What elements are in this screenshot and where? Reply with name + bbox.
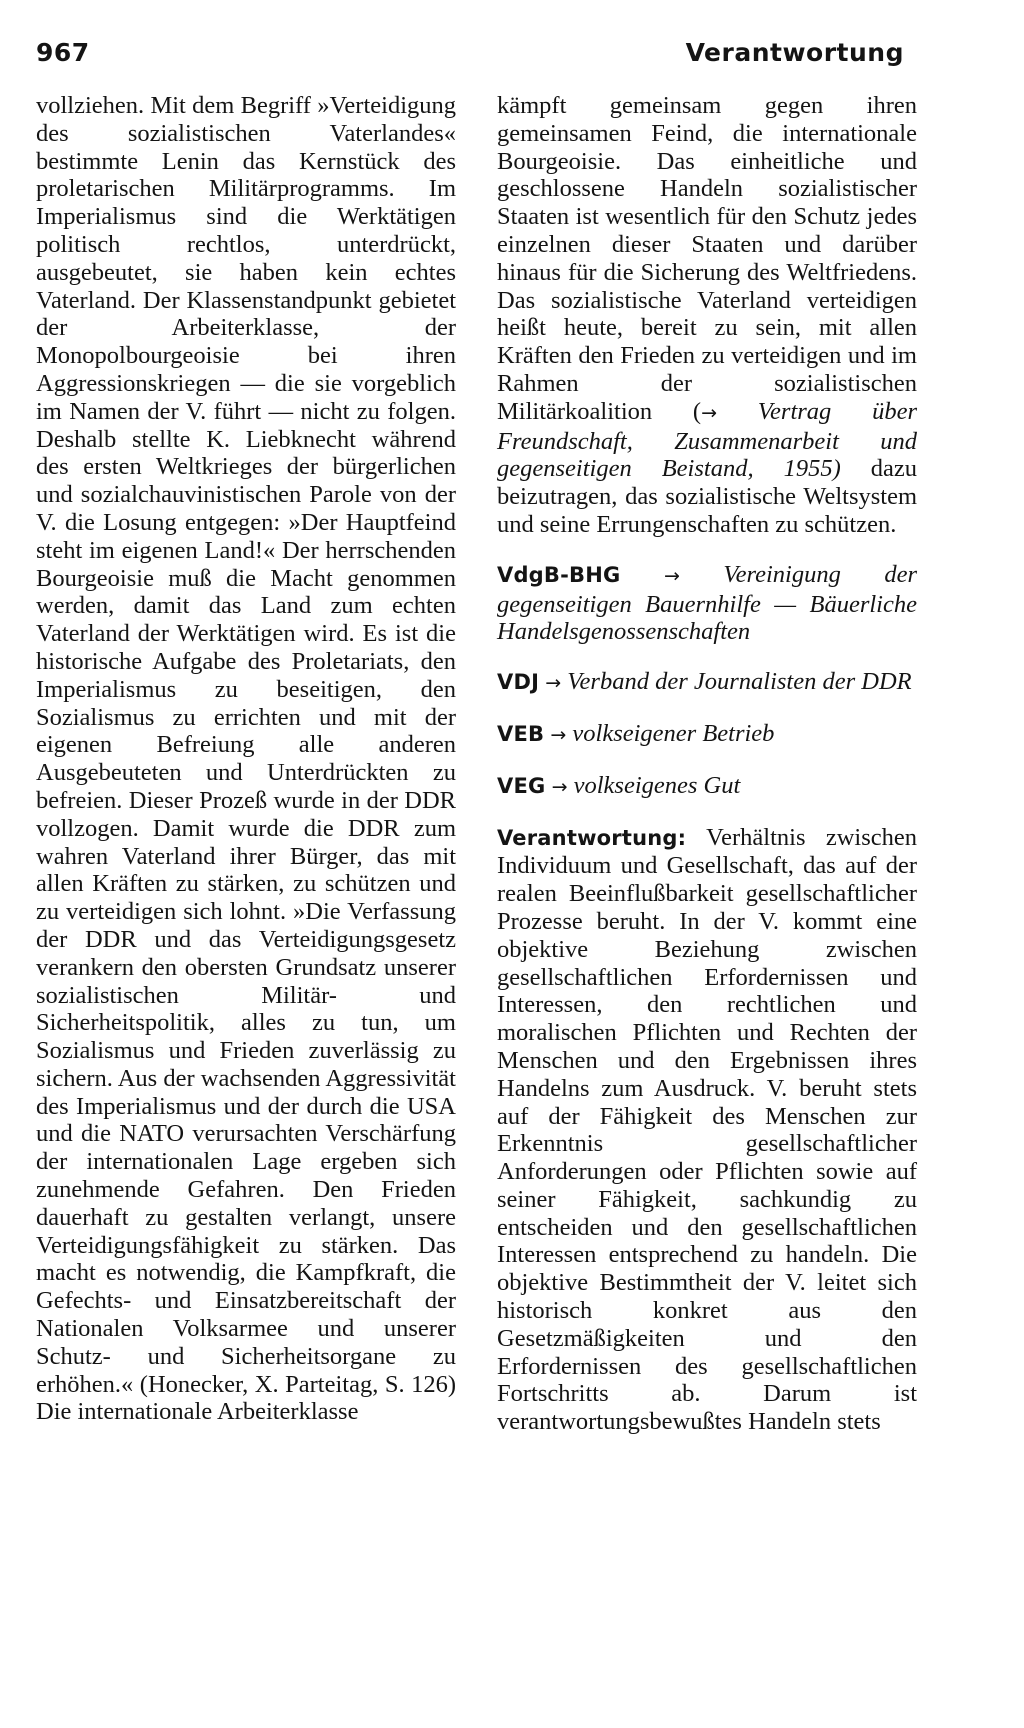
see-arrow-icon: →: [551, 775, 568, 798]
running-head: Verantwortung: [685, 38, 904, 67]
entry-veg: [497, 772, 917, 802]
entry-term: VEB: [497, 721, 545, 746]
entry-verantwortung: [497, 824, 917, 1437]
see-arrow-icon: →: [663, 564, 680, 587]
cross-reference[interactable]: Vertrag über Freundschaft, Zusammenarbeit und gegenseitigen Beistand, 1955): [497, 397, 917, 483]
see-arrow-icon: →: [545, 672, 562, 695]
cross-reference[interactable]: volkseigener Betrieb: [572, 719, 775, 747]
entry-term: VdgB-BHG: [497, 562, 621, 587]
see-arrow-icon: →: [701, 401, 718, 424]
cross-reference[interactable]: volkseigenes Gut: [573, 771, 741, 799]
see-arrow-icon: →: [550, 723, 567, 746]
left-column-text: vollziehen. Mit dem Begriff »Verteidigung des sozialistischen Vaterlandes« bestimmte Lenin das Kernstück des proletarischen Militärprogramms. Im Imperialismus sind die Werktätigen politisch rechtlos, unterdrückt, ausgebeutet, sie haben kein echtes Vaterland. Der Klassenstandpunkt gebietet der Arbeiterklasse, der Monopolbourgeoisie bei ihren Aggressionskriegen — die sie vorgeblich im Namen der V. führt — nicht zu folgen. Deshalb stellte K. Liebknecht während des ersten Weltkrieges der bürgerlichen und sozialchauvinistischen Parole von der V. die Losung entgegen: »Der Hauptfeind steht im eigenen Land!« Der herrschenden Bourgeoisie muß die Macht genommen werden, damit das Land zum echten Vaterland der Werktätigen wird. Es ist die historische Aufgabe des Proletariats, den Imperialismus zu beseitigen, den Sozialismus zu errichten und mit der eigenen Befreiung alle anderen Ausgebeuteten und Unterdrückten zu befreien. Dieser Prozeß wurde in der DDR vollzogen. Damit wurde die DDR zum wahren Vaterland ihrer Bürger, das mit allen Kräften zu stärken, zu schützen und zu verteidigen sich lohnt. »Die Verfassung der DDR und das Verteidigungsgesetz verankern den obersten Grundsatz unserer sozialistischen Militär- und Sicherheitspolitik, alles zu tun, um Sozialismus und Frieden zuverlässig zu sichern. Aus der wachsenden Aggressivität des Imperialismus und der durch die USA und die NATO verursachten Verschärfung der internationalen Lage ergeben sich zunehmende Gefahren. Den Frieden dauerhaft zu gestalten verlangt, unsere Verteidigungsfähigkeit zu stärken. Das macht es notwendig, die Kampfkraft, die Gefechts- und Einsatzbereitschaft der Nationalen Volksarmee und unserer Schutz- und Sicherheitsorgane zu erhöhen.« (Honecker, X. Parteitag, S. 126) Die internationale Arbeiterklasse: [36, 92, 456, 1426]
cross-reference[interactable]: Verband der Journalisten der DDR: [567, 668, 912, 696]
continuation-text-before: kämpft gemeinsam gegen ihren gemeinsamen Feind, die internationale Bourgeoisie. Das einheitliche und geschlossene Handeln sozialistischer Staaten ist wesentlich für den Schutz jedes einzelnen dieser Staaten und darüber hinaus für die Sicherung des Weltfriedens. Das sozialistische Vaterland verteidigen heißt heute, bereit zu sein, mit allen Kräften den Frieden zu verteidigen und im Rahmen der sozialistischen Militärkoalition (: [497, 92, 917, 425]
continuation-text-after: dazu beizutragen, das sozialistische Weltsystem und seine Errungenschaften zu schützen.: [497, 455, 917, 538]
entry-term: VEG: [497, 773, 546, 798]
entry-veb: [497, 720, 917, 750]
continuation-paragraph: [497, 92, 917, 539]
entry-term: VDJ: [497, 670, 540, 695]
entry-vdgb-bhg: [497, 561, 917, 646]
entry-vdj: [497, 668, 917, 698]
page-number: 967: [36, 38, 90, 67]
cross-reference[interactable]: Vereinigung der gegenseitigen Bauernhilfe — Bäuerliche Handelsgenossenschaften: [497, 560, 917, 646]
entry-term: Verantwortung:: [497, 825, 687, 850]
right-column: [497, 92, 917, 1436]
entry-definition: Verhältnis zwischen Individuum und Gesellschaft, das auf der realen Beeinflußbarkeit gesellschaftlicher Prozesse beruht. In der V. kommt eine objektive Beziehung zwischen gesellschaftlichen Erfordernissen und Interessen, den rechtlichen und moralischen Pflichten und Rechten der Menschen und den Ergebnissen ihres Handelns zum Ausdruck. V. beruht stets auf der Fähigkeit des Menschen zur Erkenntnis gesellschaftlicher Anforderungen oder Pflichten sowie auf seiner Fähigkeit, sachkundig zu entscheiden und den gesellschaftlichen Interessen entsprechend zu handeln. Die objektive Bestimmtheit der V. leitet sich historisch konkret aus den Gesetzmäßigkeiten und den Erfordernissen des gesellschaftlichen Fortschritts ab. Darum ist verantwortungsbewußtes Handeln stets: [497, 823, 917, 1436]
left-column: [36, 92, 456, 1426]
